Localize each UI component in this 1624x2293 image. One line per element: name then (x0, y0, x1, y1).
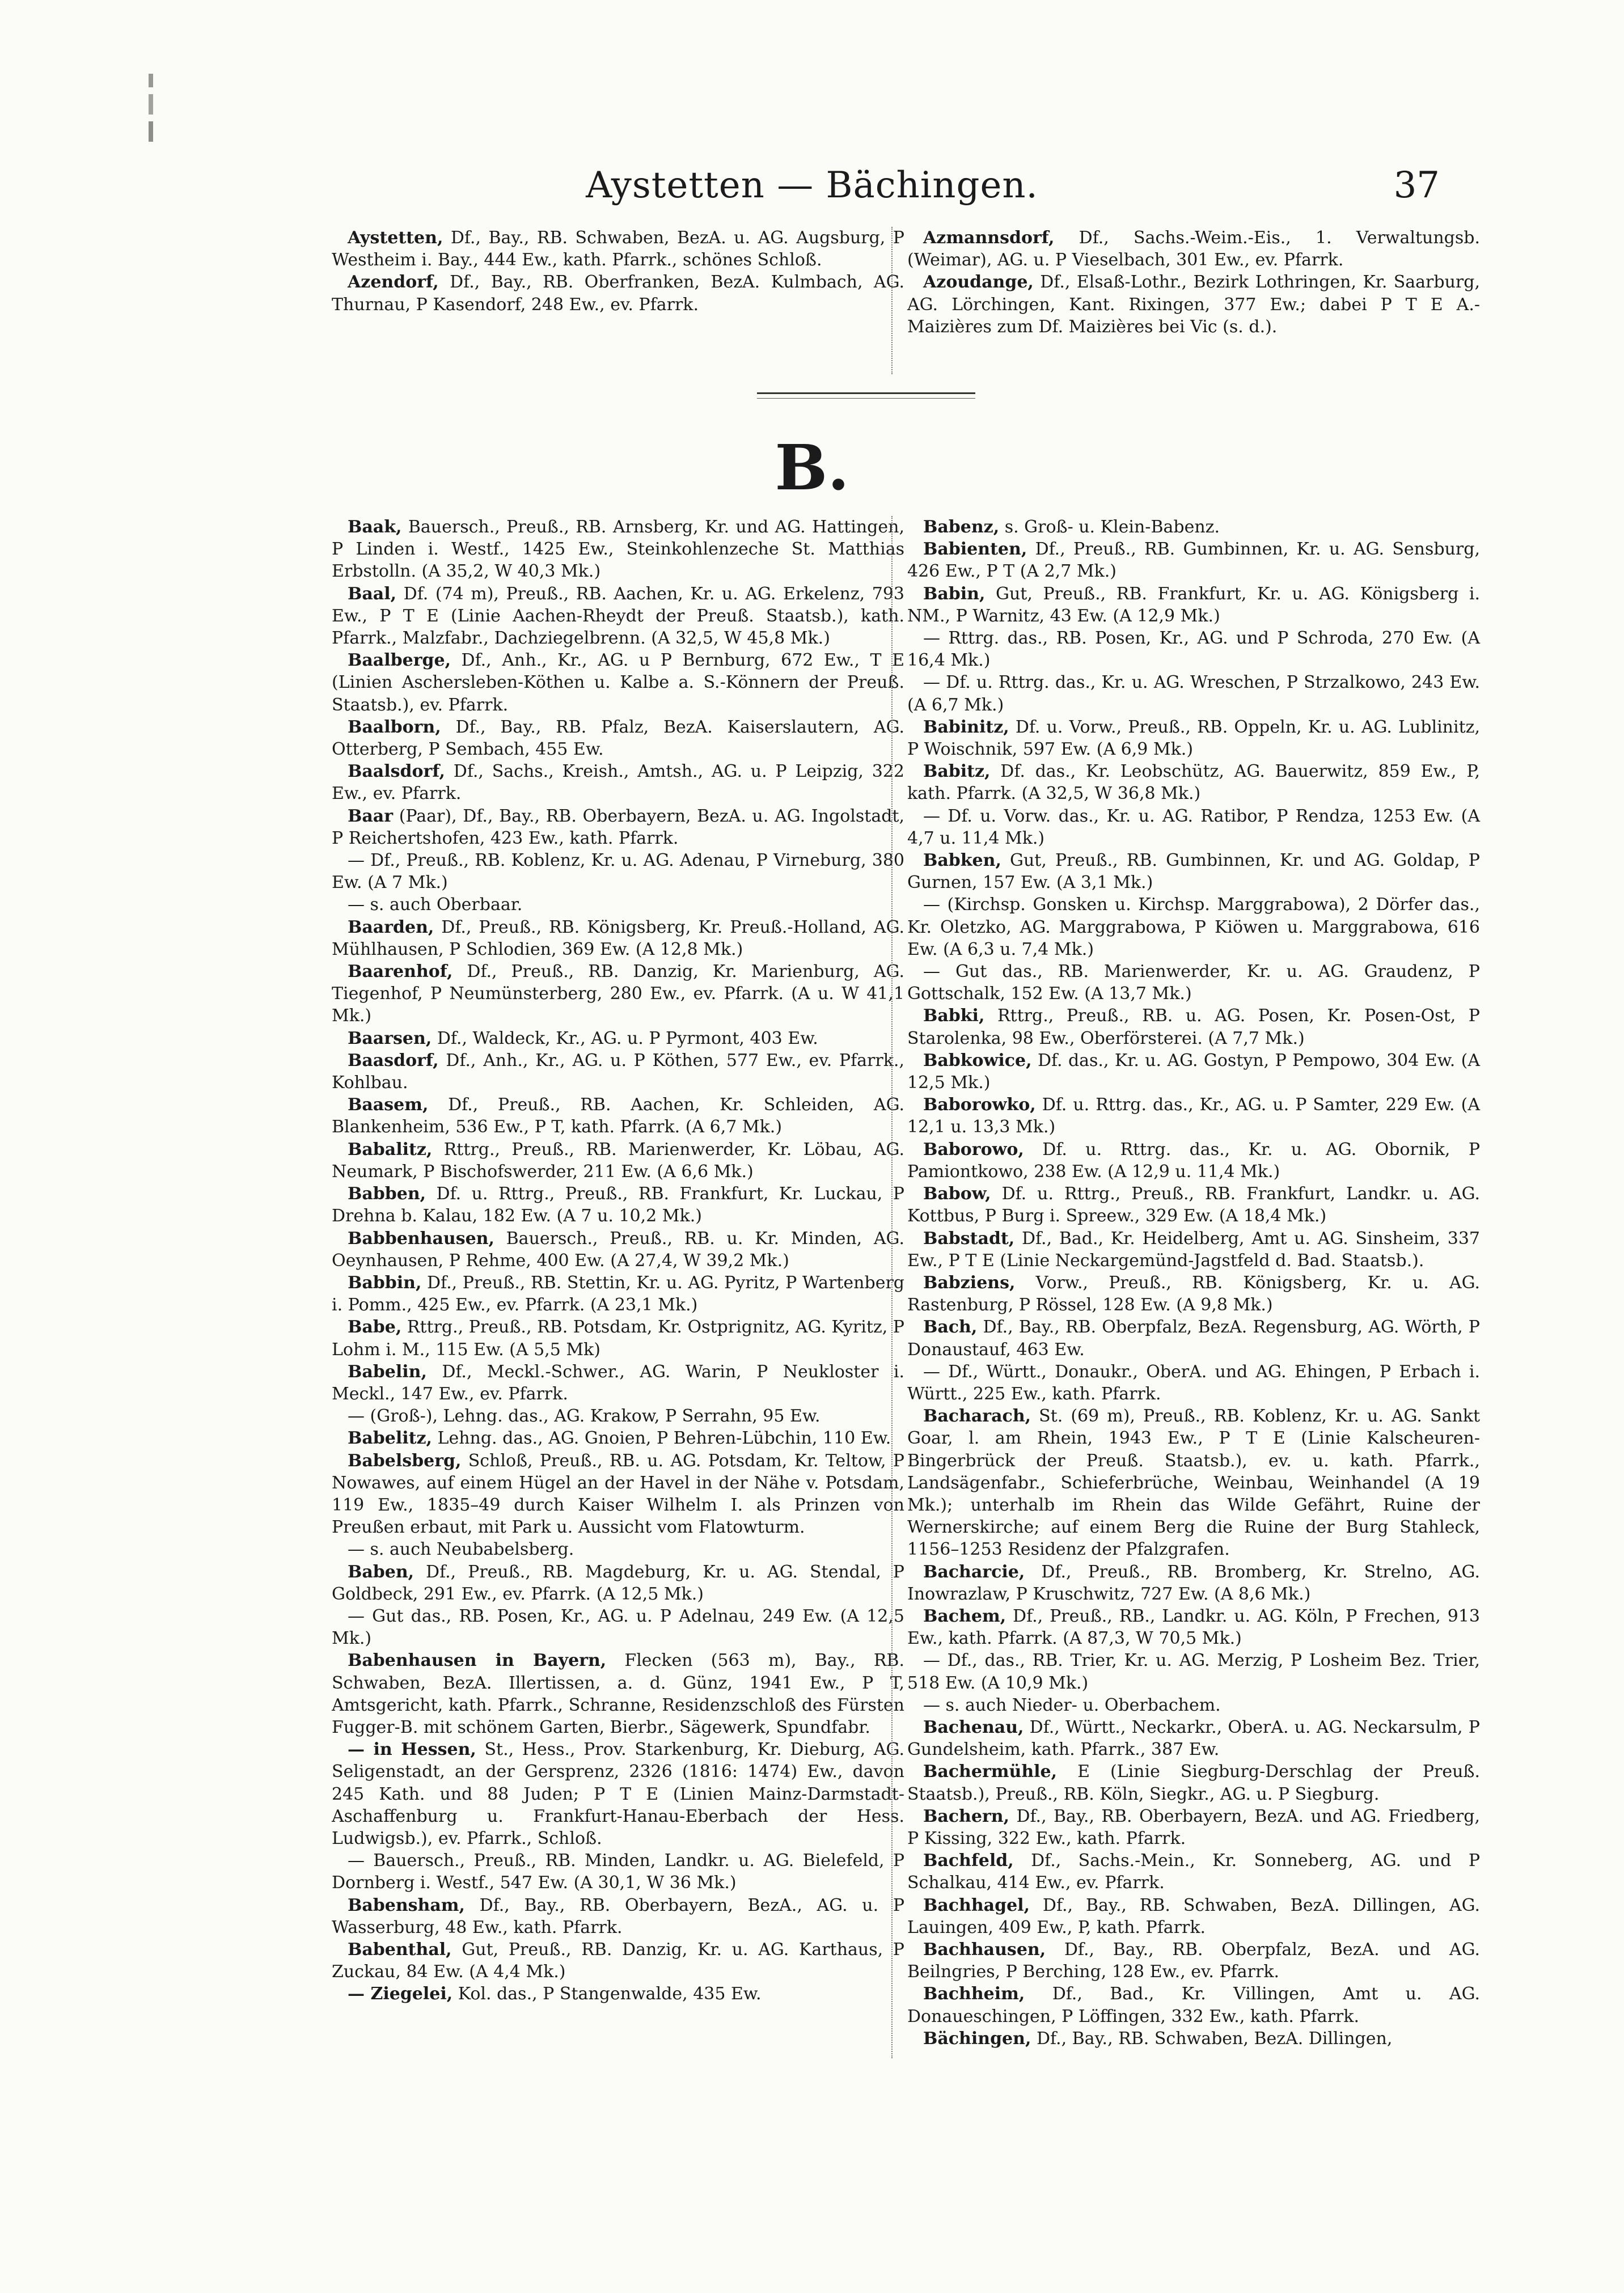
entry-headword: Baasdorf, (348, 1050, 439, 1071)
entry-headword: Babitz, (923, 761, 991, 782)
gazetteer-entry (332, 1450, 904, 1539)
entry-text: Bauersch., Preuß., RB. Arnsberg, Kr. und AG. Hattingen, P Linden i. Westf., 1425 Ew., Steinkohlenzeche St. Matthias Erbstolln. (A 35,2, W 40,3 Mk.) (332, 517, 904, 582)
entry-headword: Babki, (923, 1006, 985, 1026)
entry-text: Df., Bay., RB. Schwaben, BezA. Dillingen, AG. Lauingen, 409 Ew., P, kath. Pfarrk. (907, 1895, 1480, 1937)
gazetteer-entry (332, 516, 904, 583)
entry-text: Rttrg., Preuß., RB. u. AG. Posen, Kr. Posen-Ost, P Starolenka, 98 Ew., Oberförsterei. (A 7,7 Mk.) (907, 1006, 1480, 1048)
entry-headword: Babken, (923, 851, 1001, 871)
entry-text: Df., Bay., RB. Oberbayern, BezA., AG. u. P Wasserburg, 48 Ew., kath. Pfarrk. (332, 1895, 904, 1937)
entry-headword: Babkowice, (923, 1050, 1032, 1071)
gazetteer-entry (332, 1649, 904, 1738)
gazetteer-entry (332, 961, 904, 1027)
entry-headword: Bachern, (923, 1806, 1010, 1826)
gazetteer-entry (907, 1850, 1480, 1894)
entry-text: Df., Bay., RB. Pfalz, BezA. Kaiserslautern, AG. Otterberg, P Sembach, 455 Ew. (332, 717, 904, 760)
entry-headword: Baarenhof, (348, 962, 453, 982)
entry-headword: Babow, (923, 1184, 991, 1204)
entry-headword: Baalberge, (348, 650, 451, 671)
gazetteer-entry (332, 760, 904, 805)
entry-text: Df., Württ., Neckarkr., OberA. u. AG. Neckarsulm, P Gundelsheim, kath. Pfarrk., 387 Ew. (907, 1717, 1480, 1760)
gazetteer-entry (332, 716, 904, 760)
entry-text: St. (69 m), Preuß., RB. Koblenz, Kr. u. AG. Sankt Goar, l. am Rhein, 1943 Ew., P T E (Linie Kalscheuren-Bingerbrück der Preuß. Staatsb.), ev. u. kath. Pfarrk., Landsägenfabr., Schieferbrüche, Weinbau, Weinhandel (A 19 Mk.); unterhalb im Rhein das Wilde Gefährt, Ruine der Wernerskirche; auf einem Berg die Ruine der Burg Stahleck, 1156–1253 Residenz der Pfalzgrafen. (907, 1406, 1480, 1560)
gazetteer-entry (907, 2028, 1480, 2050)
entry-headword: Babben, (348, 1184, 426, 1204)
gazetteer-entry (332, 1094, 904, 1138)
entry-text: — Df., Württ., Donaukr., OberA. und AG. Ehingen, P Erbach i. Württ., 225 Ew., kath. Pfarrk. (907, 1361, 1480, 1404)
gazetteer-entry (907, 1228, 1480, 1272)
gazetteer-entry (332, 1183, 904, 1227)
column-divider-top (891, 227, 893, 374)
entry-text: Vorw., Preuß., RB. Königsberg, Kr. u. AG. Rastenburg, P Rössel, 128 Ew. (A 9,8 Mk.) (907, 1272, 1480, 1315)
entry-text: Df., Elsaß-Lothr., Bezirk Lothringen, Kr. Saarburg, AG. Lörchingen, Kant. Rixingen, 377 Ew.; dabei P T E A.-Maizières zum Df. Maizières bei Vic (s. d.). (907, 272, 1480, 337)
entry-text: Rttrg., Preuß., RB. Potsdam, Kr. Ostprignitz, AG. Kyritz, P Lohm i. M., 115 Ew. (A 5,5 Mk) (332, 1317, 904, 1360)
gazetteer-entry (907, 1805, 1480, 1850)
gazetteer-entry (907, 1939, 1480, 1983)
gazetteer-entry (332, 805, 904, 849)
entry-headword: Babenz, (923, 517, 1000, 537)
entry-text: Df., Anh., Kr., AG. u. P Köthen, 577 Ew., ev. Pfarrk., Kohlbau. (332, 1050, 904, 1093)
entry-text: Df. das., Kr. Leobschütz, AG. Bauerwitz, 859 Ew., P, kath. Pfarrk. (A 32,5, W 36,8 Mk.) (907, 761, 1480, 804)
gazetteer-entry (332, 1939, 904, 1983)
entry-headword: Bachheim, (923, 1984, 1025, 2004)
entry-text: Df. u. Rttrg., Preuß., RB. Frankfurt, Landkr. u. AG. Kottbus, P Burg i. Spreew., 329 Ew. (A 18,4 Mk.) (907, 1184, 1480, 1226)
entry-headword: Baalsdorf, (348, 761, 446, 782)
section-rule-thin (757, 398, 975, 399)
entry-text: Df., Bay., RB. Oberpfalz, BezA. und AG. Beilngries, P Berching, 128 Ew., ev. Pfarrk. (907, 1940, 1480, 1982)
entry-headword: Bachhagel, (923, 1895, 1030, 1915)
gazetteer-entry (332, 1272, 904, 1316)
left-column (332, 516, 904, 2064)
entry-headword: — Ziegelei, (348, 1984, 453, 2004)
top-right-column (907, 227, 1480, 338)
right-column (907, 516, 1480, 2064)
entry-text: Df., Preuß., RB., Landkr. u. AG. Köln, P Frechen, 913 Ew., kath. Pfarrk. (A 87,3, W 70,5 Mk.) (907, 1606, 1480, 1649)
gazetteer-entry (907, 538, 1480, 582)
entry-text: Gut, Preuß., RB. Danzig, Kr. u. AG. Karthaus, P Zuckau, 84 Ew. (A 4,4 Mk.) (332, 1940, 904, 1982)
entry-headword: Babalitz, (348, 1139, 433, 1160)
gazetteer-entry (907, 1405, 1480, 1560)
entry-text: — Df., Preuß., RB. Koblenz, Kr. u. AG. Adenau, P Virneburg, 380 Ew. (A 7 Mk.) (332, 851, 904, 893)
entry-headword: Babenhausen in Bayern, (348, 1651, 607, 1671)
entry-headword: Baben, (348, 1562, 415, 1582)
entry-headword: Bacharcie, (923, 1562, 1025, 1582)
entry-text: — Bauersch., Preuß., RB. Minden, Landkr. u. AG. Bielefeld, P Dornberg i. Westf., 547 Ew. (A 30,1, W 36 Mk.) (332, 1851, 904, 1893)
entry-headword: Azendorf, (348, 272, 439, 293)
gazetteer-entry (332, 583, 904, 650)
gazetteer-entry (907, 516, 1480, 538)
entry-headword: Azmannsdorf, (923, 228, 1055, 248)
entry-headword: Azoudange, (923, 272, 1034, 293)
entry-headword: Bach, (923, 1317, 978, 1338)
gazetteer-entry (332, 1894, 904, 1939)
gazetteer-entry (332, 916, 904, 961)
entry-headword: Aystetten, (348, 228, 443, 248)
entry-headword: Baborowko, (923, 1095, 1036, 1115)
entry-text: Df., Preuß., RB. Stettin, Kr. u. AG. Pyritz, P Wartenberg i. Pomm., 425 Ew., ev. Pfarrk. (A 23,1 Mk.) (332, 1272, 904, 1315)
gazetteer-entry (907, 849, 1480, 894)
entry-text: Df., Waldeck, Kr., AG. u. P Pyrmont, 403 Ew. (432, 1028, 818, 1048)
gazetteer-entry (907, 1649, 1480, 1694)
entry-headword: Bachfeld, (923, 1851, 1014, 1871)
gazetteer-entry (332, 849, 904, 894)
entry-text: — Df., das., RB. Trier, Kr. u. AG. Merzig, P Losheim Bez. Trier, 518 Ew. (A 10,9 Mk.) (907, 1651, 1480, 1693)
gazetteer-entry (332, 894, 904, 916)
gazetteer-entry (332, 227, 904, 271)
section-letter: B. (775, 431, 849, 504)
entry-text: Flecken (563 m), Bay., RB. Schwaben, BezA. Illertissen, a. d. Günz, 1941 Ew., P T, Amtsgericht, kath. Pfarrk., Schranne, Residenzschloß des Fürsten Fugger-B. mit schönem Garten, Bierbr., Sägewerk, Spundfabr. (332, 1651, 904, 1737)
gazetteer-entry (332, 1405, 904, 1427)
gazetteer-entry (907, 760, 1480, 805)
page-number: 37 (1393, 164, 1440, 206)
gazetteer-entry (907, 1561, 1480, 1605)
margin-mark (149, 74, 153, 142)
gazetteer-entry (332, 1850, 904, 1894)
gazetteer-entry (907, 805, 1480, 849)
entry-headword: Baarden, (348, 917, 434, 937)
gazetteer-entry (907, 1983, 1480, 2027)
gazetteer-entry (907, 1316, 1480, 1360)
entry-headword: Babe, (348, 1317, 402, 1338)
entry-text: E (Linie Siegburg-Derschlag der Preuß. Staatsb.), Preuß., RB. Köln, Siegkr., AG. u. P Siegburg. (907, 1762, 1480, 1804)
gazetteer-entry (907, 671, 1480, 716)
entry-text: Df., Preuß., RB. Bromberg, Kr. Strelno, AG. Inowrazlaw, P Kruschwitz, 727 Ew. (A 8,6 Mk.) (907, 1562, 1480, 1604)
gazetteer-entry (907, 271, 1480, 338)
entry-text: Df., Preuß., RB. Magdeburg, Kr. u. AG. Stendal, P Goldbeck, 291 Ew., ev. Pfarrk. (A 12,5 Mk.) (332, 1562, 904, 1604)
entry-text: Df., Bay., RB. Oberbayern, BezA. und AG. Friedberg, P Kissing, 322 Ew., kath. Pfarrk. (907, 1806, 1480, 1848)
gazetteer-entry (907, 1183, 1480, 1227)
entry-headword: Baar (348, 806, 394, 826)
entry-headword: Babienten, (923, 539, 1027, 560)
entry-text: Df., Preuß., RB. Königsberg, Kr. Preuß.-Holland, AG. Mühlhausen, P Schlodien, 369 Ew. (A 12,8 Mk.) (332, 917, 904, 959)
entry-text: Df., Bad., Kr. Villingen, Amt u. AG. Donaueschingen, P Löffingen, 332 Ew., kath. Pfarrk. (907, 1984, 1480, 2027)
gazetteer-entry (332, 1738, 904, 1850)
gazetteer-entry (907, 627, 1480, 671)
gazetteer-entry (332, 1427, 904, 1449)
gazetteer-entry (332, 1228, 904, 1272)
entry-headword: Baborowo, (923, 1139, 1024, 1160)
entry-text: Df., Sachs.-Mein., Kr. Sonneberg, AG. und P Schalkau, 414 Ew., ev. Pfarrk. (907, 1851, 1480, 1893)
entry-headword: Babstadt, (923, 1228, 1015, 1249)
entry-text: Df., Anh., Kr., AG. u P Bernburg, 672 Ew., T E (Linien Aschersleben-Köthen u. Kalbe a. S.-Könnern der Preuß. Staatsb.), ev. Pfarrk. (332, 650, 904, 715)
entry-headword: Babbin, (348, 1272, 422, 1293)
gazetteer-entry (332, 1983, 904, 2005)
entry-headword: Babinitz, (923, 717, 1009, 737)
gazetteer-entry (332, 1361, 904, 1405)
gazetteer-entry (907, 1139, 1480, 1183)
entry-headword: Baalborn, (348, 717, 441, 737)
gazetteer-entry (332, 649, 904, 716)
gazetteer-entry (332, 271, 904, 315)
entry-headword: Babin, (923, 583, 986, 604)
gazetteer-entry (907, 1761, 1480, 1805)
entry-headword: Babelitz, (348, 1428, 432, 1449)
entry-text: Lehng. das., AG. Gnoien, P Behren-Lübchin, 110 Ew. (432, 1428, 891, 1449)
gazetteer-entry (332, 1050, 904, 1094)
entry-text: Df. (74 m), Preuß., RB. Aachen, Kr. u. AG. Erkelenz, 793 Ew., P T E (Linie Aachen-Rheydt der Preuß. Staatsb.), kath. Pfarrk., Malzfabr., Dachziegelbrenn. (A 32,5, W 45,8 Mk.) (332, 583, 904, 649)
entry-text: Bauersch., Preuß., RB. u. Kr. Minden, AG. Oeynhausen, P Rehme, 400 Ew. (A 27,4, W 39,2 Mk.) (332, 1228, 904, 1271)
entry-text: Rttrg., Preuß., RB. Marienwerder, Kr. Löbau, AG. Neumark, P Bischofswerder, 211 Ew. (A 6,6 Mk.) (332, 1139, 904, 1182)
entry-text: — s. auch Oberbaar. (348, 895, 523, 915)
gazetteer-entry (907, 1361, 1480, 1405)
entry-headword: Bachem, (923, 1606, 1006, 1626)
gazetteer-entry (907, 1716, 1480, 1761)
entry-headword: Babelsberg, (348, 1450, 462, 1471)
section-rule (757, 392, 975, 394)
column-divider (891, 516, 893, 2058)
entry-headword: Bachenau, (923, 1717, 1024, 1737)
entry-text: — (Kirchsp. Gonsken u. Kirchsp. Marggrabowa), 2 Dörfer das., Kr. Oletzko, AG. Marggrabowa, P Kiöwen u. Marggrabowa, 616 Ew. (A 6,3 u. 7,4 Mk.) (907, 895, 1480, 959)
entry-text: — Df. u. Rttrg. das., Kr. u. AG. Wreschen, P Strzalkowo, 243 Ew. (A 6,7 Mk.) (907, 672, 1480, 715)
entry-headword: Bachermühle, (923, 1762, 1058, 1782)
entry-headword: Bächingen, (923, 2028, 1031, 2049)
gazetteer-entry (907, 1050, 1480, 1094)
entry-text: — Rttrg. das., RB. Posen, Kr., AG. und P Schroda, 270 Ew. (A 16,4 Mk.) (907, 628, 1480, 671)
entry-text: St., Hess., Prov. Starkenburg, Kr. Dieburg, AG. Seligenstadt, an der Gersprenz, 2326 (1816: 1474) Ew., davon 245 Kath. und 88 Juden; P T E (Linien Mainz-Darmstadt-Aschaffenburg u. Frankfurt-Hanau-Eberbach der Hess. Ludwigsb.), ev. Pfarrk., Schloß. (332, 1740, 904, 1848)
gazetteer-entry (332, 1538, 904, 1560)
entry-headword: Baasem, (348, 1095, 429, 1115)
entry-headword: Bacharach, (923, 1406, 1031, 1427)
entry-text: — Df. u. Vorw. das., Kr. u. AG. Ratibor, P Rendza, 1253 Ew. (A 4,7 u. 11,4 Mk.) (907, 806, 1480, 848)
entry-text: Schloß, Preuß., RB. u. AG. Potsdam, Kr. Teltow, P Nowawes, auf einem Hügel an der Havel in der Nähe v. Potsdam, 119 Ew., 1835–49 durch Kaiser Wilhelm I. als Prinzen von Preußen erbaut, mit Park u. Aussicht vom Flatowturm. (332, 1450, 904, 1538)
gazetteer-entry (332, 1561, 904, 1605)
entry-text: Df., Bay., RB. Schwaben, BezA. u. AG. Augsburg, P Westheim i. Bay., 444 Ew., kath. Pfarrk., schönes Schloß. (332, 228, 904, 270)
gazetteer-entry (907, 1605, 1480, 1649)
entry-text: Df., Sachs.-Weim.-Eis., 1. Verwaltungsb. (Weimar), AG. u. P Vieselbach, 301 Ew., ev. Pfarrk. (907, 228, 1480, 270)
gazetteer-entry (907, 1094, 1480, 1138)
entry-text: Kol. das., P Stangenwalde, 435 Ew. (452, 1984, 762, 2004)
entry-headword: Baal, (348, 583, 397, 604)
gazetteer-entry (332, 1316, 904, 1360)
entry-text: — Gut das., RB. Posen, Kr., AG. u. P Adelnau, 249 Ew. (A 12,5 Mk.) (332, 1606, 904, 1649)
gazetteer-entry (332, 1027, 904, 1050)
entry-text: — s. auch Neubabelsberg. (348, 1539, 574, 1560)
entry-text: — (Groß-), Lehng. das., AG. Krakow, P Serrahn, 95 Ew. (348, 1406, 821, 1427)
page-title: Aystetten — Bächingen. (586, 164, 1038, 206)
gazetteer-entry (332, 1605, 904, 1649)
entry-text: Df., Preuß., RB. Gumbinnen, Kr. u. AG. Sensburg, 426 Ew., P T (A 2,7 Mk.) (907, 539, 1480, 582)
entry-headword: Babziens, (923, 1272, 1016, 1293)
entry-headword: Bachhausen, (923, 1940, 1046, 1960)
entry-text: Df., Bad., Kr. Heidelberg, Amt u. AG. Sinsheim, 337 Ew., P T E (Linie Neckargemünd-Jagstfeld d. Bad. Staatsb.). (907, 1228, 1480, 1271)
entry-text: Df., Bay., RB. Oberpfalz, BezA. Regensburg, AG. Wörth, P Donaustauf, 463 Ew. (907, 1317, 1480, 1360)
entry-text: Df., Bay., RB. Schwaben, BezA. Dillingen, (1031, 2028, 1393, 2049)
entry-text: Df., Preuß., RB. Danzig, Kr. Marienburg, AG. Tiegenhof, P Neumünsterberg, 280 Ew., ev. Pfarrk. (A u. W 41,1 Mk.) (332, 962, 904, 1026)
gazetteer-entry (907, 227, 1480, 271)
entry-text: Df. u. Rttrg. das., Kr. u. AG. Obornik, P Pamiontkowo, 238 Ew. (A 12,9 u. 11,4 Mk.) (907, 1139, 1480, 1182)
running-head (0, 164, 1624, 215)
gazetteer-entry (907, 1272, 1480, 1316)
entry-headword: — in Hessen, (348, 1740, 476, 1760)
entry-text: Df., Meckl.-Schwer., AG. Warin, P Neukloster i. Meckl., 147 Ew., ev. Pfarrk. (332, 1361, 904, 1404)
entry-text: Df. u. Rttrg. das., Kr., AG. u. P Samter, 229 Ew. (A 12,1 u. 13,3 Mk.) (907, 1095, 1480, 1137)
entry-text: Df., Preuß., RB. Aachen, Kr. Schleiden, AG. Blankenheim, 536 Ew., P T, kath. Pfarrk. (A 6,7 Mk.) (332, 1095, 904, 1137)
gazetteer-entry (907, 1005, 1480, 1049)
gazetteer-entry (907, 961, 1480, 1005)
entry-text: — s. auch Nieder- u. Oberbachem. (923, 1695, 1221, 1715)
entry-text: (Paar), Df., Bay., RB. Oberbayern, BezA. u. AG. Ingolstadt, P Reichertshofen, 423 Ew., kath. Pfarrk. (332, 806, 904, 848)
entry-headword: Baak, (348, 517, 402, 537)
entry-text: Df. u. Rttrg., Preuß., RB. Frankfurt, Kr. Luckau, P Drehna b. Kalau, 182 Ew. (A 7 u. 10,2 Mk.) (332, 1184, 904, 1226)
gazetteer-entry (907, 1894, 1480, 1939)
entry-headword: Babensham, (348, 1895, 465, 1915)
entry-text: Gut, Preuß., RB. Frankfurt, Kr. u. AG. Königsberg i. NM., P Warnitz, 43 Ew. (A 12,9 Mk.) (907, 583, 1480, 626)
gazetteer-entry (332, 1139, 904, 1183)
entry-text: Df., Sachs., Kreish., Amtsh., AG. u. P Leipzig, 322 Ew., ev. Pfarrk. (332, 761, 904, 804)
entry-headword: Babenthal, (348, 1940, 452, 1960)
entry-text: Df., Bay., RB. Oberfranken, BezA. Kulmbach, AG. Thurnau, P Kasendorf, 248 Ew., ev. Pfarrk. (332, 272, 904, 315)
entry-text: Df. das., Kr. u. AG. Gostyn, P Pempowo, 304 Ew. (A 12,5 Mk.) (907, 1050, 1480, 1093)
gazetteer-entry (907, 1694, 1480, 1716)
gazetteer-entry (907, 894, 1480, 961)
entry-text: Gut, Preuß., RB. Gumbinnen, Kr. und AG. Goldap, P Gurnen, 157 Ew. (A 3,1 Mk.) (907, 851, 1480, 893)
entry-headword: Babbenhausen, (348, 1228, 494, 1249)
top-left-column (332, 227, 904, 316)
entry-text: — Gut das., RB. Marienwerder, Kr. u. AG. Graudenz, P Gottschalk, 152 Ew. (A 13,7 Mk.) (907, 962, 1480, 1004)
entry-text: s. Groß- u. Klein-Babenz. (999, 517, 1220, 537)
entry-headword: Babelin, (348, 1361, 427, 1382)
entry-text: Df. u. Vorw., Preuß., RB. Oppeln, Kr. u. AG. Lublinitz, P Woischnik, 597 Ew. (A 6,9 Mk.) (907, 717, 1480, 760)
entry-headword: Baarsen, (348, 1028, 432, 1048)
gazetteer-entry (907, 716, 1480, 760)
gazetteer-entry (907, 583, 1480, 627)
